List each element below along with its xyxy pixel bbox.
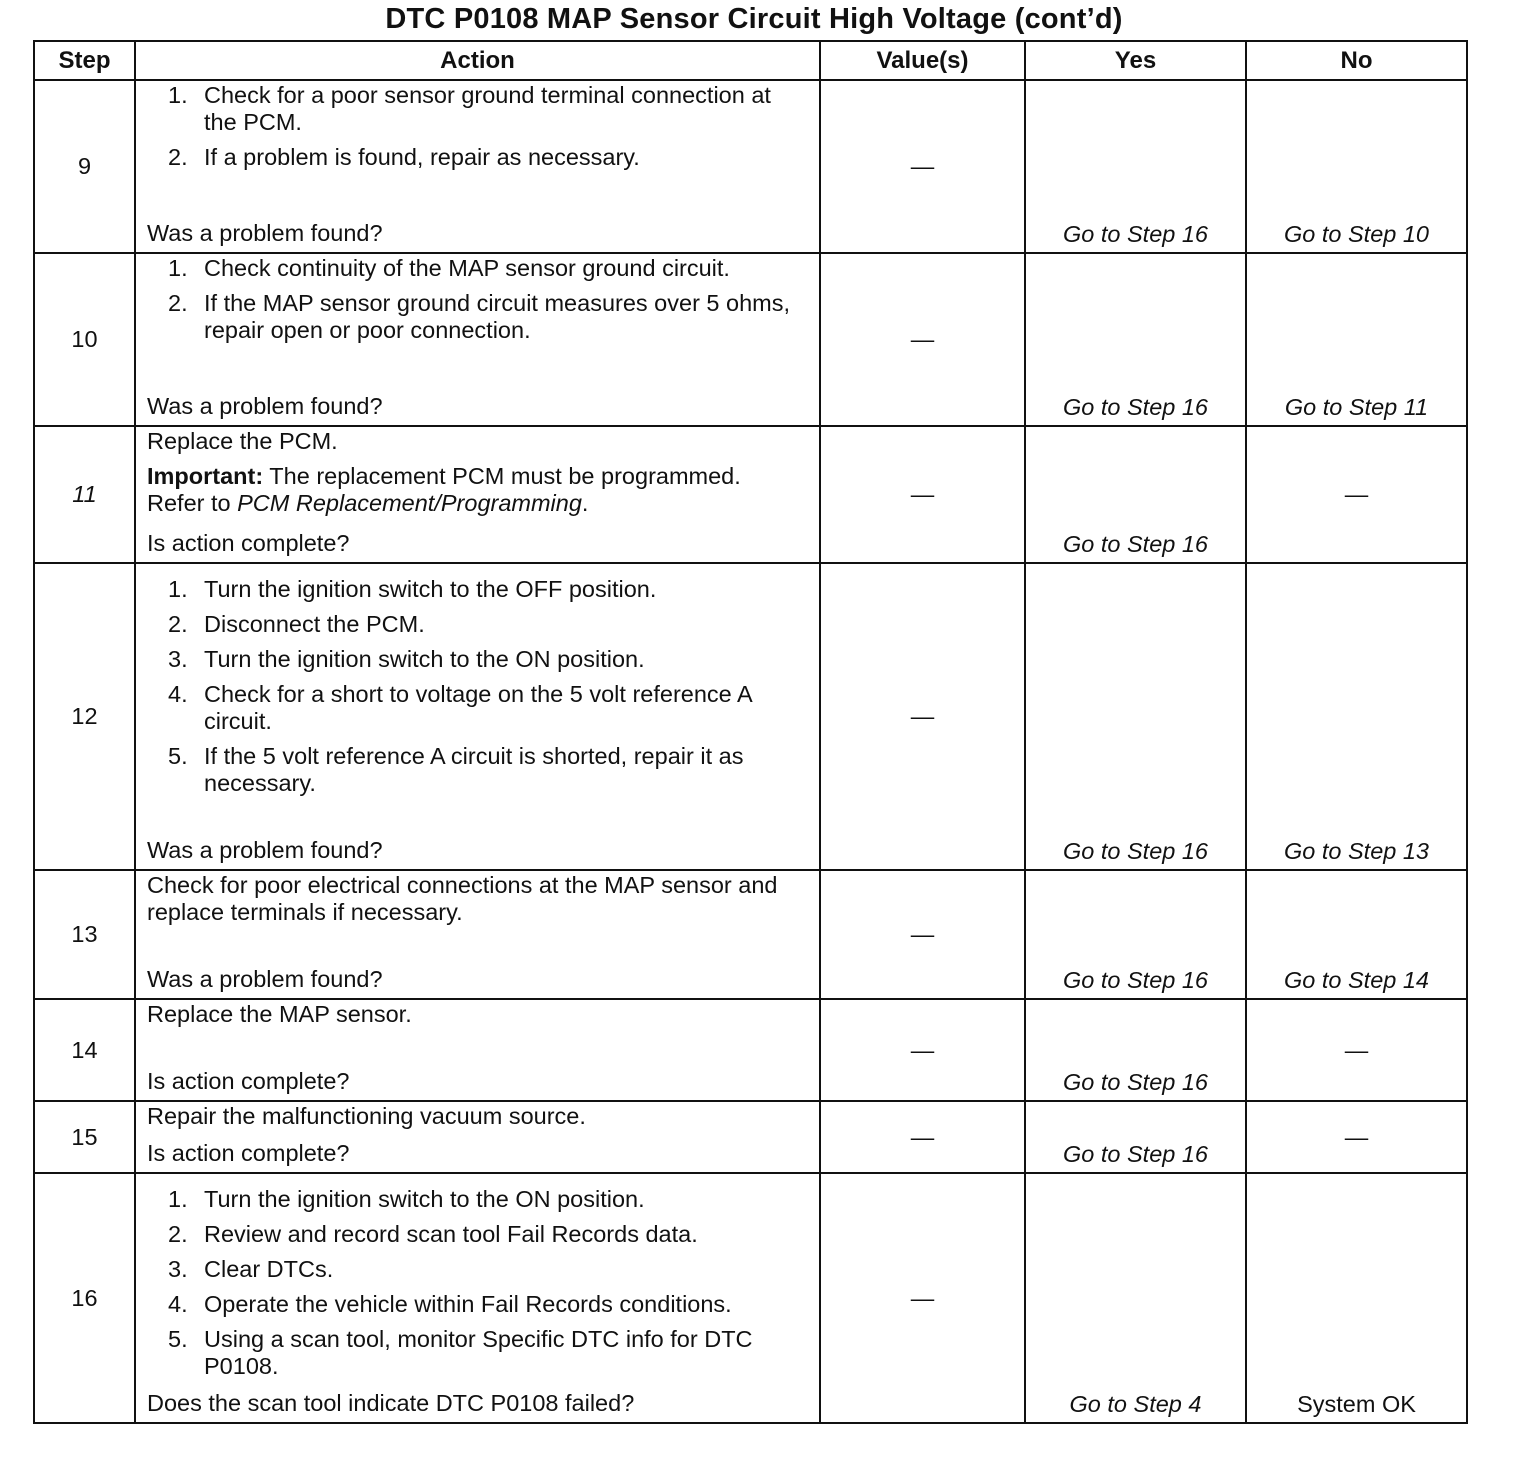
table-row bbox=[34, 1173, 1467, 1423]
action-text: Check for poor electrical connections at the MAP sensor and replace terminals if necessary. bbox=[147, 872, 778, 925]
no-cell bbox=[1246, 1101, 1467, 1173]
action-cell bbox=[135, 1101, 820, 1173]
action-question: Was a problem found? bbox=[147, 220, 383, 246]
table-row bbox=[34, 870, 1467, 999]
action-question: Is action complete? bbox=[147, 1068, 350, 1094]
action-cell bbox=[135, 999, 820, 1101]
list-item: 3. Turn the ignition switch to the ON position. bbox=[168, 646, 645, 672]
header-row bbox=[34, 41, 1467, 80]
dash-mark: — bbox=[910, 326, 935, 352]
list-item: 3. Clear DTCs. bbox=[168, 1256, 334, 1282]
no-cell bbox=[1246, 253, 1467, 426]
action-text: Repair the malfunctioning vacuum source. bbox=[147, 1103, 586, 1129]
table-row bbox=[34, 1101, 1467, 1173]
step-number: 14 bbox=[34, 999, 135, 1101]
no-link[interactable]: Go to Step 10 bbox=[1283, 221, 1430, 247]
step-number: 12 bbox=[34, 563, 135, 870]
refer-suffix: . bbox=[581, 490, 589, 516]
value-cell bbox=[820, 870, 1025, 999]
yes-link[interactable]: Go to Step 16 bbox=[1062, 1141, 1209, 1167]
no-value: — bbox=[1344, 1036, 1369, 1063]
important-note bbox=[147, 463, 809, 517]
yes-link[interactable]: Go to Step 16 bbox=[1062, 531, 1209, 557]
action-steps bbox=[147, 1186, 809, 1380]
action-steps bbox=[147, 82, 809, 179]
table-row bbox=[34, 999, 1467, 1101]
yes-link[interactable]: Go to Step 16 bbox=[1062, 1069, 1209, 1095]
list-item: 5. Using a scan tool, monitor Specific DTC info for DTC P0108. bbox=[168, 1326, 753, 1379]
step-number: 15 bbox=[34, 1101, 135, 1173]
no-link[interactable]: Go to Step 11 bbox=[1284, 394, 1429, 420]
yes-link[interactable]: Go to Step 16 bbox=[1062, 394, 1209, 420]
action-question: Was a problem found? bbox=[147, 393, 383, 419]
no-cell bbox=[1246, 870, 1467, 999]
important-label: Important: bbox=[147, 463, 264, 489]
value-cell bbox=[820, 1173, 1025, 1423]
yes-cell bbox=[1025, 426, 1246, 563]
table-row bbox=[34, 80, 1467, 253]
diagnostic-table bbox=[33, 40, 1468, 1424]
action-question: Was a problem found? bbox=[147, 966, 383, 992]
action-cell bbox=[135, 80, 820, 253]
dash-mark: — bbox=[910, 153, 935, 179]
yes-cell bbox=[1025, 563, 1246, 870]
list-item: 4. Check for a short to voltage on the 5 volt reference A circuit. bbox=[168, 681, 752, 734]
action-cell bbox=[135, 870, 820, 999]
no-value: System OK bbox=[1297, 1391, 1416, 1417]
action-question: Is action complete? bbox=[147, 1140, 350, 1166]
list-item: 5. If the 5 volt reference A circuit is shorted, repair it as necessary. bbox=[168, 743, 744, 796]
list-item: 2. If the MAP sensor ground circuit measures over 5 ohms, repair open or poor connection. bbox=[168, 290, 791, 343]
header-yes: Yes bbox=[1025, 41, 1246, 80]
list-item: 1. Check continuity of the MAP sensor ground circuit. bbox=[168, 255, 730, 281]
list-item: 1. Check for a poor sensor ground terminal connection at the PCM. bbox=[168, 82, 771, 135]
no-cell bbox=[1246, 999, 1467, 1101]
list-item: 1. Turn the ignition switch to the OFF position. bbox=[168, 576, 657, 602]
no-cell bbox=[1246, 563, 1467, 870]
value-cell bbox=[820, 80, 1025, 253]
dash-mark: — bbox=[910, 1284, 935, 1311]
table-row bbox=[34, 253, 1467, 426]
refer-prefix: Refer to bbox=[147, 490, 238, 516]
yes-cell bbox=[1025, 870, 1246, 999]
action-cell bbox=[135, 426, 820, 563]
yes-cell bbox=[1025, 999, 1246, 1101]
list-item: 2. If a problem is found, repair as necessary. bbox=[168, 144, 640, 170]
page-title: DTC P0108 MAP Sensor Circuit High Voltage (cont’d) bbox=[385, 3, 1123, 35]
dash-mark: — bbox=[910, 921, 935, 947]
no-cell bbox=[1246, 80, 1467, 253]
list-item: 1. Turn the ignition switch to the ON position. bbox=[168, 1186, 645, 1212]
dash-mark: — bbox=[910, 481, 935, 507]
action-question: Was a problem found? bbox=[147, 837, 383, 863]
value-cell bbox=[820, 253, 1025, 426]
dash-mark: — bbox=[910, 1123, 935, 1150]
action-text: Replace the MAP sensor. bbox=[147, 1001, 412, 1027]
step-number: 9 bbox=[34, 80, 135, 253]
no-cell bbox=[1246, 426, 1467, 563]
dash-mark: — bbox=[910, 1036, 935, 1063]
value-cell bbox=[820, 563, 1025, 870]
action-steps bbox=[147, 576, 809, 805]
value-cell bbox=[820, 426, 1025, 563]
no-link[interactable]: Go to Step 13 bbox=[1283, 838, 1430, 864]
no-cell bbox=[1246, 1173, 1467, 1423]
yes-link[interactable]: Go to Step 4 bbox=[1069, 1391, 1202, 1417]
step-number: 11 bbox=[34, 426, 135, 563]
refer-link[interactable]: PCM Replacement/Programming bbox=[237, 490, 582, 516]
action-question: Does the scan tool indicate DTC P0108 failed? bbox=[147, 1390, 635, 1416]
action-question: Is action complete? bbox=[147, 530, 350, 556]
step-number: 16 bbox=[34, 1173, 135, 1423]
step-number: 10 bbox=[34, 253, 135, 426]
table-row bbox=[34, 563, 1467, 870]
list-item: 2. Disconnect the PCM. bbox=[168, 611, 425, 637]
value-cell bbox=[820, 1101, 1025, 1173]
yes-link[interactable]: Go to Step 16 bbox=[1062, 221, 1209, 247]
list-item: 4. Operate the vehicle within Fail Records conditions. bbox=[168, 1291, 732, 1317]
action-cell bbox=[135, 1173, 820, 1423]
important-text: The replacement PCM must be programmed. bbox=[263, 463, 741, 489]
yes-cell bbox=[1025, 80, 1246, 253]
yes-cell bbox=[1025, 1101, 1246, 1173]
no-value: — bbox=[1344, 1123, 1369, 1150]
yes-cell bbox=[1025, 253, 1246, 426]
header-action: Action bbox=[135, 41, 820, 80]
list-item: 2. Review and record scan tool Fail Records data. bbox=[168, 1221, 698, 1247]
value-cell bbox=[820, 999, 1025, 1101]
header-step: Step bbox=[34, 41, 135, 80]
table-row bbox=[34, 426, 1467, 563]
dash-mark: — bbox=[910, 703, 935, 729]
no-value: — bbox=[1344, 481, 1369, 507]
action-steps bbox=[147, 255, 809, 352]
action-text: Replace the PCM. bbox=[147, 428, 338, 454]
yes-cell bbox=[1025, 1173, 1246, 1423]
header-values: Value(s) bbox=[820, 41, 1025, 80]
header-no: No bbox=[1246, 41, 1467, 80]
action-cell bbox=[135, 253, 820, 426]
step-number: 13 bbox=[34, 870, 135, 999]
yes-link[interactable]: Go to Step 16 bbox=[1062, 838, 1209, 864]
no-link[interactable]: Go to Step 14 bbox=[1283, 967, 1430, 993]
action-cell bbox=[135, 563, 820, 870]
yes-link[interactable]: Go to Step 16 bbox=[1062, 967, 1209, 993]
